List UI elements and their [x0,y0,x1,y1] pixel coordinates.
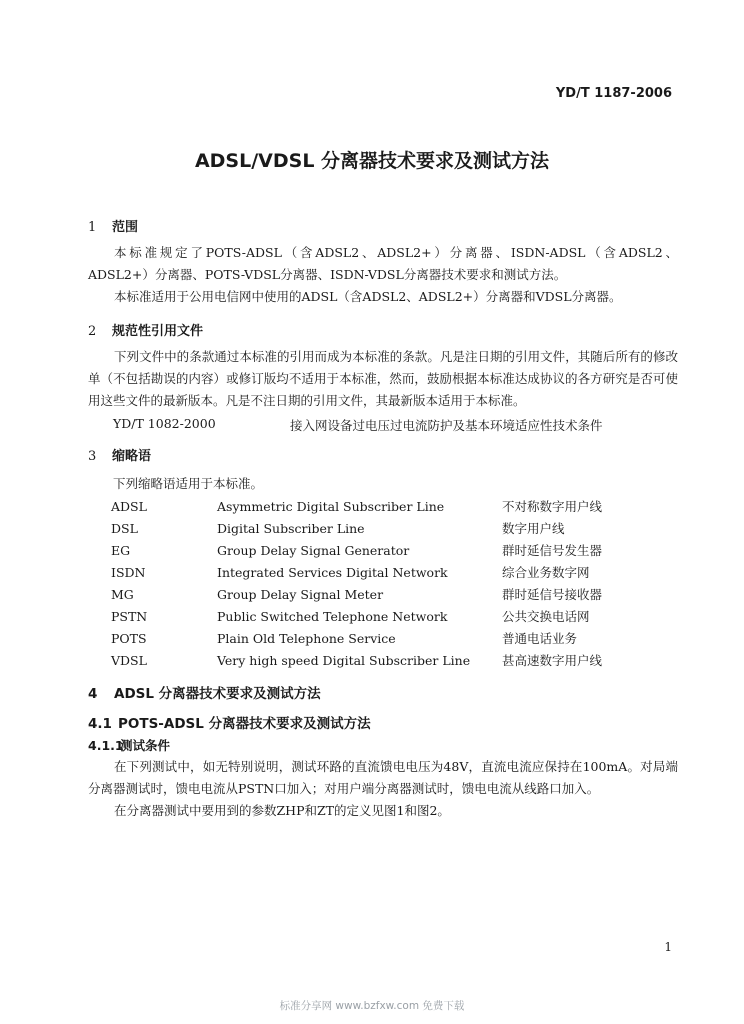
document-title: ADSL/VDSL 分离器技术要求及测试方法 [194,150,550,172]
abbreviation-row [88,495,648,517]
abbreviation-english: Group Delay Signal Generator [217,542,410,558]
abbreviation-chinese: 综合业务数字网 [502,565,590,580]
section-title: 范围 [112,220,139,235]
abbreviation-chinese: 甚高速数字用户线 [502,653,603,668]
footer-watermark: 标准分享网 www.bzfxw.com 免费下载 [279,1000,465,1012]
abbreviation-chinese: 公共交换电话网 [502,609,590,624]
abbreviation-chinese: 群时延信号接收器 [502,587,603,602]
section-3-intro: 下列缩略语适用于本标准。 [113,476,264,491]
section-title: 规范性引用文件 [112,324,204,339]
abbreviation-term: DSL [111,520,138,536]
section-1-paragraph-2: 本标准适用于公用电信网中使用的ADSL（含ADSL2、ADSL2+）分离器和VDSL分离器。 [114,289,622,304]
abbreviation-english: Plain Old Telephone Service [217,630,396,646]
section-number: 4.1.1 [88,738,124,753]
reference-code: YD/T 1082-2000 [113,416,216,431]
abbreviation-english: Group Delay Signal Meter [217,586,384,602]
section-2-heading [88,320,203,339]
abbreviation-row [88,561,648,583]
abbreviation-term: PSTN [111,608,148,624]
abbreviation-english: Asymmetric Digital Subscriber Line [217,498,445,514]
abbreviation-english: Very high speed Digital Subscriber Line [217,652,471,668]
abbreviation-term: VDSL [111,652,147,668]
abbreviation-term: ISDN [111,564,146,580]
abbreviation-table [88,495,648,671]
abbreviation-chinese: 数字用户线 [502,521,565,536]
section-number: 4.1 [88,716,112,732]
abbreviation-term: ADSL [111,498,147,514]
abbreviation-chinese: 普通电话业务 [502,631,578,646]
section-1-heading [88,216,138,235]
reference-title: 接入网设备过电压过电流防护及基本环境适应性技术条件 [290,418,603,433]
section-number: 4 [88,686,98,702]
section-title: 缩略语 [112,449,152,464]
abbreviation-english: Integrated Services Digital Network [217,564,448,580]
abbreviation-row [88,627,648,649]
abbreviation-english: Digital Subscriber Line [217,520,365,536]
section-title: 测试条件 [120,738,171,753]
section-title: POTS-ADSL 分离器技术要求及测试方法 [118,716,371,732]
abbreviation-term: POTS [111,630,147,646]
abbreviation-term: MG [111,586,134,602]
section-title: ADSL 分离器技术要求及测试方法 [114,686,321,702]
standard-number: YD/T 1187-2006 [555,86,672,101]
section-4-1-1-paragraph-2: 在分离器测试中要用到的参数ZHP和ZT的定义见图1和图2。 [114,803,450,818]
section-2-paragraph: 下列文件中的条款通过本标准的引用而成为本标准的条款。凡是注日期的引用文件，其随后所有的修改单（不包括勘误的内容）或修订版均不适用于本标准，然而，鼓励根据本标准达成协议的各方研究是否可使用这些文件的最新版本。凡是不注日期的引用文件，其最新版本适用于本标准。 [88,349,678,408]
section-1-paragraph-1: 本标准规定了POTS-ADSL（含ADSL2、ADSL2+）分离器、ISDN-ADSL（含ADSL2、ADSL2+）分离器、POTS-VDSL分离器、ISDN-VDSL分离器技术要求和测试方法。 [88,245,678,282]
abbreviation-row [88,539,648,561]
abbreviation-term: EG [111,542,131,558]
abbreviation-english: Public Switched Telephone Network [217,608,448,624]
section-number: 2 [88,324,97,339]
abbreviation-chinese: 群时延信号发生器 [502,543,603,558]
section-4-1-heading [88,712,371,732]
abbreviation-row [88,583,648,605]
section-number: 3 [88,449,97,464]
abbreviation-row [88,605,648,627]
section-number: 1 [88,220,97,235]
section-3-heading [88,445,151,464]
section-4-heading [88,682,321,702]
abbreviation-row [88,649,648,671]
abbreviation-chinese: 不对称数字用户线 [502,499,603,514]
section-4-1-1-paragraph-1: 在下列测试中，如无特别说明，测试环路的直流馈电电压为48V，直流电流应保持在100mA。对局端分离器测试时，馈电电流从PSTN口加入；对用户端分离器测试时，馈电电流从线路口加入。 [88,759,678,796]
abbreviation-row [88,517,648,539]
section-4-1-1-heading [88,736,170,754]
page-number: 1 [664,940,672,954]
